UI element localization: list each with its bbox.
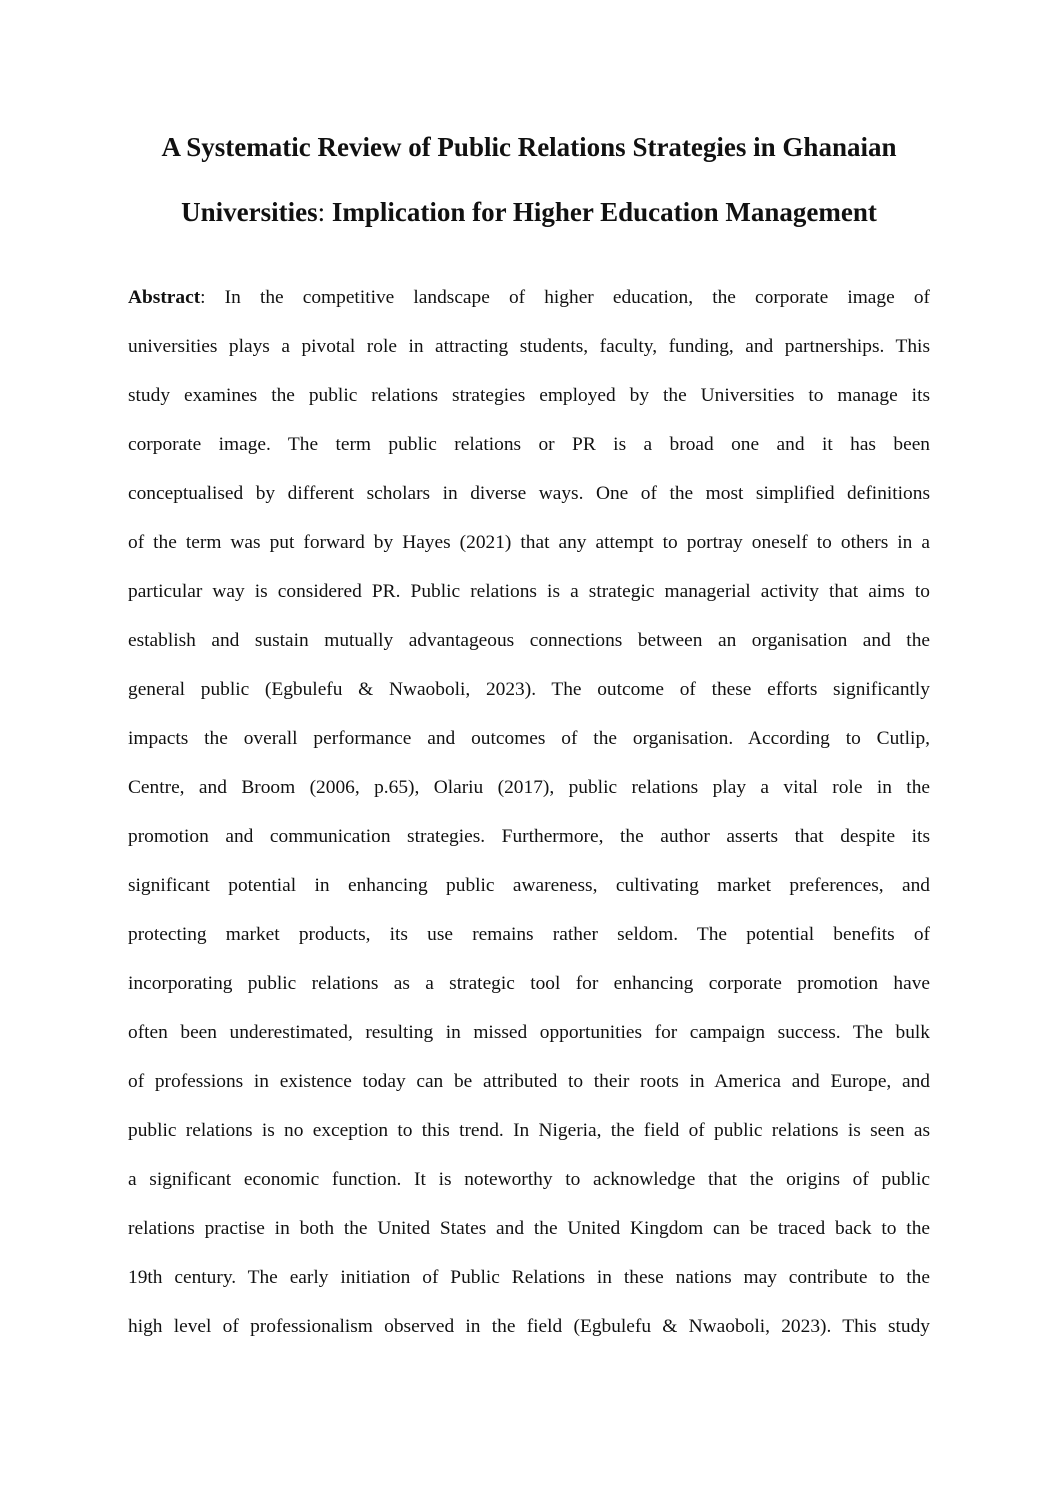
abstract-line: often been underestimated, resulting in missed opportunities for campaign success. The bulk <box>128 1022 930 1043</box>
title-line-2 <box>0 180 1058 245</box>
abstract-line: protecting market products, its use remains rather seldom. The potential benefits of <box>128 924 930 945</box>
title-line-2-b: Implication for Higher Education Management <box>325 197 877 227</box>
abstract-line: high level of professionalism observed in the field (Egbulefu & Nwaoboli, 2023). This study <box>128 1316 930 1337</box>
abstract-line: particular way is considered PR. Public relations is a strategic managerial activity that aims to <box>128 581 930 602</box>
abstract-line: establish and sustain mutually advantageous connections between an organisation and the <box>128 630 930 651</box>
abstract-line <box>128 273 930 322</box>
abstract-paragraph <box>128 273 930 1351</box>
abstract-line: of the term was put forward by Hayes (2021) that any attempt to portray oneself to others in a <box>128 532 930 553</box>
abstract-line: 19th century. The early initiation of Public Relations in these nations may contribute to the <box>128 1267 930 1288</box>
page-title <box>0 115 1058 245</box>
title-colon: : <box>317 197 326 227</box>
abstract-line: significant potential in enhancing public awareness, cultivating market preferences, and <box>128 875 930 896</box>
abstract-line: universities plays a pivotal role in attracting students, faculty, funding, and partnerships. This <box>128 336 930 357</box>
title-line-1: A Systematic Review of Public Relations Strategies in Ghanaian <box>161 132 897 162</box>
abstract-line: conceptualised by different scholars in diverse ways. One of the most simplified definitions <box>128 483 930 504</box>
abstract-label: Abstract <box>128 287 201 308</box>
abstract-line: general public (Egbulefu & Nwaoboli, 2023). The outcome of these efforts significantly <box>128 679 930 700</box>
abstract-line: incorporating public relations as a strategic tool for enhancing corporate promotion have <box>128 973 930 994</box>
abstract-line: Centre, and Broom (2006, p.65), Olariu (2017), public relations play a vital role in the <box>128 777 930 798</box>
abstract-line: impacts the overall performance and outcomes of the organisation. According to Cutlip, <box>128 728 930 749</box>
abstract-line: promotion and communication strategies. Furthermore, the author asserts that despite its <box>128 826 930 847</box>
abstract-line: study examines the public relations strategies employed by the Universities to manage its <box>128 385 930 406</box>
abstract-first-line: : In the competitive landscape of higher education, the corporate image of <box>200 287 930 308</box>
abstract-line: relations practise in both the United States and the United Kingdom can be traced back to the <box>128 1218 930 1239</box>
abstract-line: a significant economic function. It is noteworthy to acknowledge that the origins of public <box>128 1169 930 1190</box>
title-line-2-a: Universities <box>181 197 318 227</box>
abstract-line: public relations is no exception to this trend. In Nigeria, the field of public relations is seen as <box>128 1120 930 1141</box>
abstract-line: corporate image. The term public relations or PR is a broad one and it has been <box>128 434 930 455</box>
abstract-line: of professions in existence today can be attributed to their roots in America and Europe, and <box>128 1071 930 1092</box>
